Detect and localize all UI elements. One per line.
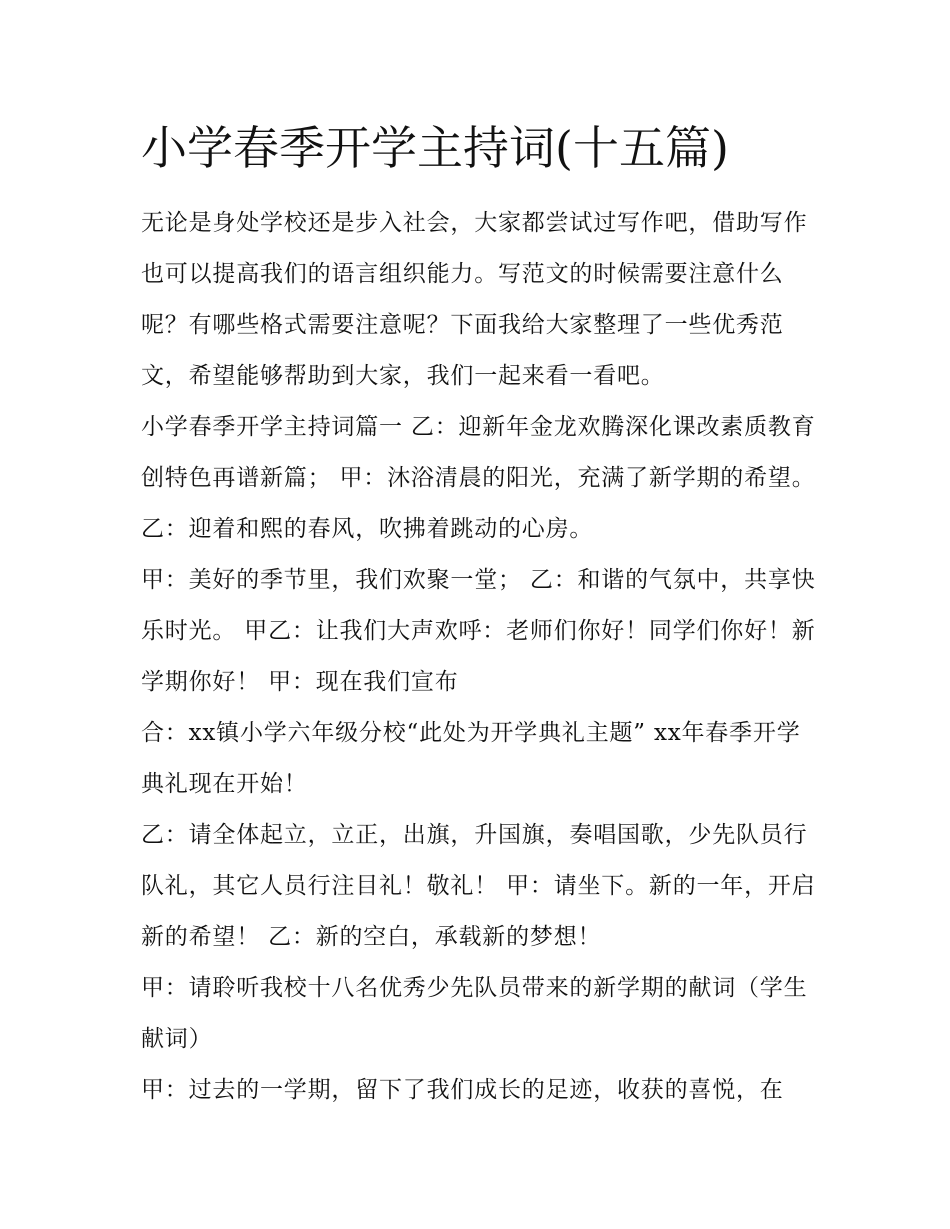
paragraph-opening-dialogue: 小学春季开学主持词篇一 乙：迎新年金龙欢腾深化课改素质教育创特色再谱新篇； 甲：沐浴清晨的阳光，充满了新学期的希望。 乙：迎着和熙的春风，吹拂着跳动的心房。 [141,414,816,542]
document-body [141,198,821,1116]
intro-paragraph: 无论是身处学校还是步入社会，大家都尝试过写作吧，借助写作也可以提高我们的语言组织能力。写范文的时候需要注意什么呢？有哪些格式需要注意呢？下面我给大家整理了一些优秀范文，希望能够帮助到大家，我们一起来看一看吧。 [141,210,808,389]
paragraph-past-semester: 甲：过去的一学期，留下了我们成长的足迹，收获的喜悦，在 [141,1077,784,1103]
document-title: 小学春季开学主持词(十五篇) [141,121,729,175]
paragraph-greeting: 甲：美好的季节里，我们欢聚一堂； 乙：和谐的气氛中，共享快乐时光。 甲乙：让我们大声欢呼：老师们你好！同学们你好！新学期你好！ 甲：现在我们宣布 [141,567,816,695]
paragraph-flag-ceremony: 乙：请全体起立，立正，出旗，升国旗，奏唱国歌，少先队员行队礼，其它人员行注目礼！敬礼！ 甲：请坐下。新的一年，开启新的希望！ 乙：新的空白，承载新的梦想！ [141,822,816,950]
paragraph-announcement: 合：xx镇小学六年级分校“此处为开学典礼主题” xx年春季开学典礼现在开始！ [141,720,801,797]
paragraph-student-speech: 甲：请聆听我校十八名优秀少先队员带来的新学期的献词（学生献词） [141,975,808,1052]
